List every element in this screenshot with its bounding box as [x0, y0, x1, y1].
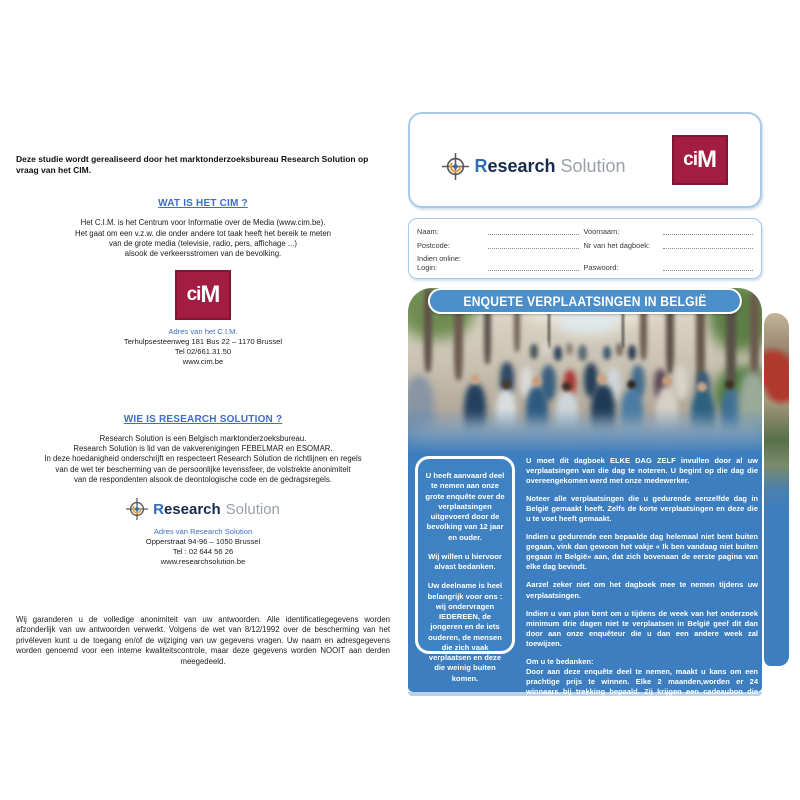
crosshair-target-icon: [126, 498, 148, 520]
research-solution-logo: [442, 153, 625, 180]
instruction-paragraph: Indien u gedurende een bepaalde dag helemaal niet bent buiten gegaan, vink dan gewoon het vakje « Ik ben vandaag niet buiten gegaan in België» aan, dat zich bovenaan de eerste pagina van elke dag bevindt.: [526, 532, 758, 572]
photo-blob: [530, 344, 538, 359]
survey-media-section: [408, 288, 762, 706]
paswoord-label: Paswoord:: [583, 263, 619, 272]
cim-description-line: alsook de verkeersstromen van de bevolking.: [124, 249, 282, 259]
dagboeknr-label: Nr van het dagboek:: [583, 241, 651, 250]
importance-paragraph: Uw deelname is heel belangrijk voor ons : wij ondervragen IEDEREEN, de jongeren en de iets ouderen, de mensen die zich vaak verplaatsen en deze die weinig buiten komen.: [427, 581, 503, 683]
heading-wat-is-het-cim: WAT IS HET CIM ?: [158, 198, 248, 210]
postcode-field-line: [488, 240, 579, 249]
rs-description: [16, 434, 390, 485]
photo-blue-fade: [408, 408, 762, 452]
instruction-paragraph: Aarzel zeker niet om het dagboek mee te nemen tijdens uw verplaatsingen.: [526, 580, 758, 600]
photo-blob: [603, 346, 611, 360]
rs-description-line: van de respondenten alsook de deontologische code en de gedragsregels.: [74, 474, 332, 484]
right-page: [408, 112, 762, 706]
photo-blob: [554, 346, 562, 361]
photo-blob: [628, 345, 636, 360]
cim-description-line: Het gaat om een v.z.w. die onder andere tot taak heeft het bereik te meten: [74, 228, 331, 238]
blue-instruction-panel: [408, 452, 762, 706]
naam-label: Naam:: [417, 227, 439, 236]
instruction-paragraph: Indien u van plan bent om u tijdens de week van het onderzoek minimum drie dagen niet te verplaatsen in België geef dit dan door aan onze enquêteur die u dan een andere week zal toewijzen.: [526, 608, 758, 648]
survey-title-banner: [428, 288, 742, 314]
logo-header-box: [408, 112, 762, 208]
photo-blob: [750, 288, 759, 380]
photo-blob: [562, 382, 571, 391]
instruction-paragraph: Noteer alle verplaatsingen die u gedurende eenzelfde dag in België gemaakt heeft. Zelfs de korte verplaatsingen en deze die u te voet heeft gemaakt.: [526, 494, 758, 524]
login-field-line: [488, 262, 579, 271]
photo-blob: [578, 345, 587, 361]
login-label: Indien online: Login:: [417, 254, 461, 272]
thanks-paragraph: Wij willen u hiervoor alvast bedanken.: [428, 551, 502, 571]
cim-logo: ci M: [175, 270, 231, 320]
photo-blob: [591, 344, 598, 357]
paswoord-field-line: [663, 262, 754, 271]
rs-description-line: Research Solution is lid van de vakverenigingen FEBELMAR en ESOMAR.: [73, 444, 333, 454]
reward-heading: Om u te bedanken:: [526, 656, 594, 666]
survey-title: ENQUETE VERPLAATSINGEN IN BELGIË: [463, 293, 707, 309]
voornaam-field-line: [663, 226, 754, 235]
photo-blob: [597, 374, 607, 384]
rs-description-line: Research Solution is een Belgisch marktonderzoeksbureau.: [99, 433, 307, 443]
rs-address-line: Opperstraat 94-96 – 1050 Brussel: [145, 537, 261, 547]
crosshair-target-icon: [442, 153, 469, 180]
cim-description-line: Het C.I.M. is het Centrum voor Informatie over de Media (www.cim.be).: [80, 218, 326, 228]
rs-address-block: [16, 527, 390, 566]
cim-address-block: [16, 327, 390, 366]
cim-description-line: van de grote media (televisie, radio, pers, affichage ...): [109, 238, 297, 248]
rs-logo-word-solution: Solution: [560, 156, 626, 176]
photo-blob: [470, 374, 480, 384]
voornaam-label: Voornaam:: [583, 227, 620, 236]
photo-blob: [697, 382, 707, 392]
identification-form: [408, 218, 762, 279]
postcode-label: Postcode:: [417, 241, 450, 250]
rs-logo-word-research: Research: [474, 156, 556, 176]
photo-blob: [532, 376, 542, 386]
cim-address-title: Adres van het C.I.M.: [168, 327, 238, 337]
photo-blob: [542, 342, 549, 355]
naam-field-line: [488, 226, 579, 235]
rs-address-line: Tel : 02 644 56 26: [172, 546, 234, 556]
cim-logo-text: ci: [186, 284, 201, 306]
photo-blob: [566, 343, 573, 355]
reward-paragraph: Door aan deze enquête deel te nemen, maakt u kans om een prachtige prijs te winnen. Elke 2 maanden,worden er 24 winnaars bij trekking bepaald. Zij krijgen een cadeaubon die varieert tussen 20 € en 250 €.: [526, 666, 758, 706]
research-solution-logo: [16, 498, 390, 520]
left-page: [16, 154, 390, 666]
rs-description-line: In deze hoedanigheid onderschrijft en respecteert Research Solution de richtlijnen en regels: [44, 454, 362, 464]
dagboeknr-field-line: [663, 240, 754, 249]
rs-address-title: Adres van Research Solution: [153, 527, 253, 537]
rs-logo-word-solution: Solution: [225, 500, 280, 518]
photo-blob: [662, 376, 672, 386]
heading-wie-is-research-solution: WIE IS RESEARCH SOLUTION ?: [123, 413, 283, 425]
participation-paragraph: U heeft aanvaard deel te nemen aan onze grote enquête over de verplaatsingen uitgevoerd door de bevolking van 12 jaar en ouder.: [425, 471, 505, 542]
photo-blob: [674, 365, 688, 399]
study-intro-line: Deze studie wordt gerealiseerd door het marktonderzoeksbureau Research Solution op vraag van het CIM.: [16, 154, 369, 175]
photo-blob: [627, 380, 636, 389]
photo-blob: [616, 343, 623, 356]
page-curl-edge: [762, 313, 789, 666]
photo-blob: [725, 380, 734, 389]
rs-logo-word-research: Research: [153, 500, 221, 518]
cim-logo: ci M: [672, 135, 728, 185]
privacy-guarantee-paragraph: Wij garanderen u de volledige anonimiteit van uw antwoorden. Alle identificatiegegevens worden afzonderlijk van uw antwoorden verwerkt. Volgens de wet van 8/12/1992 over de bescherming van het privéleven kunt u de toegang en/of de wijziging van uw gegevens vragen. Uw naam en adresgegevens worden genoemd voor een interne kwaliteitscontrole, maar deze gegevens worden NOOIT aan derden meegedeeld.: [16, 615, 390, 666]
cim-website: www.cim.be: [182, 356, 224, 366]
cim-address-line: Tel 02/661.31.50: [174, 347, 232, 357]
rs-description-line: van de wet ter bescherming van de persoonlijke levenssfeer, de volstrekte anonimiteit: [55, 464, 351, 474]
instruction-paragraph: U moet dit dagboek ELKE DAG ZELF invullen door al uw verplaatsingen van die dag te noteren. U begint op die dag die overeengekomen werd met onze medewerker.: [526, 456, 758, 486]
cim-description: [16, 218, 390, 259]
diary-instructions: [526, 456, 758, 715]
participation-thanks-box: [415, 456, 515, 683]
photo-blob: [502, 380, 511, 389]
rs-website: www.researchsolution.be: [160, 556, 246, 566]
cim-address-line: Terhulpsesteenweg 181 Bus 22 – 1170 Brussel: [123, 337, 283, 347]
